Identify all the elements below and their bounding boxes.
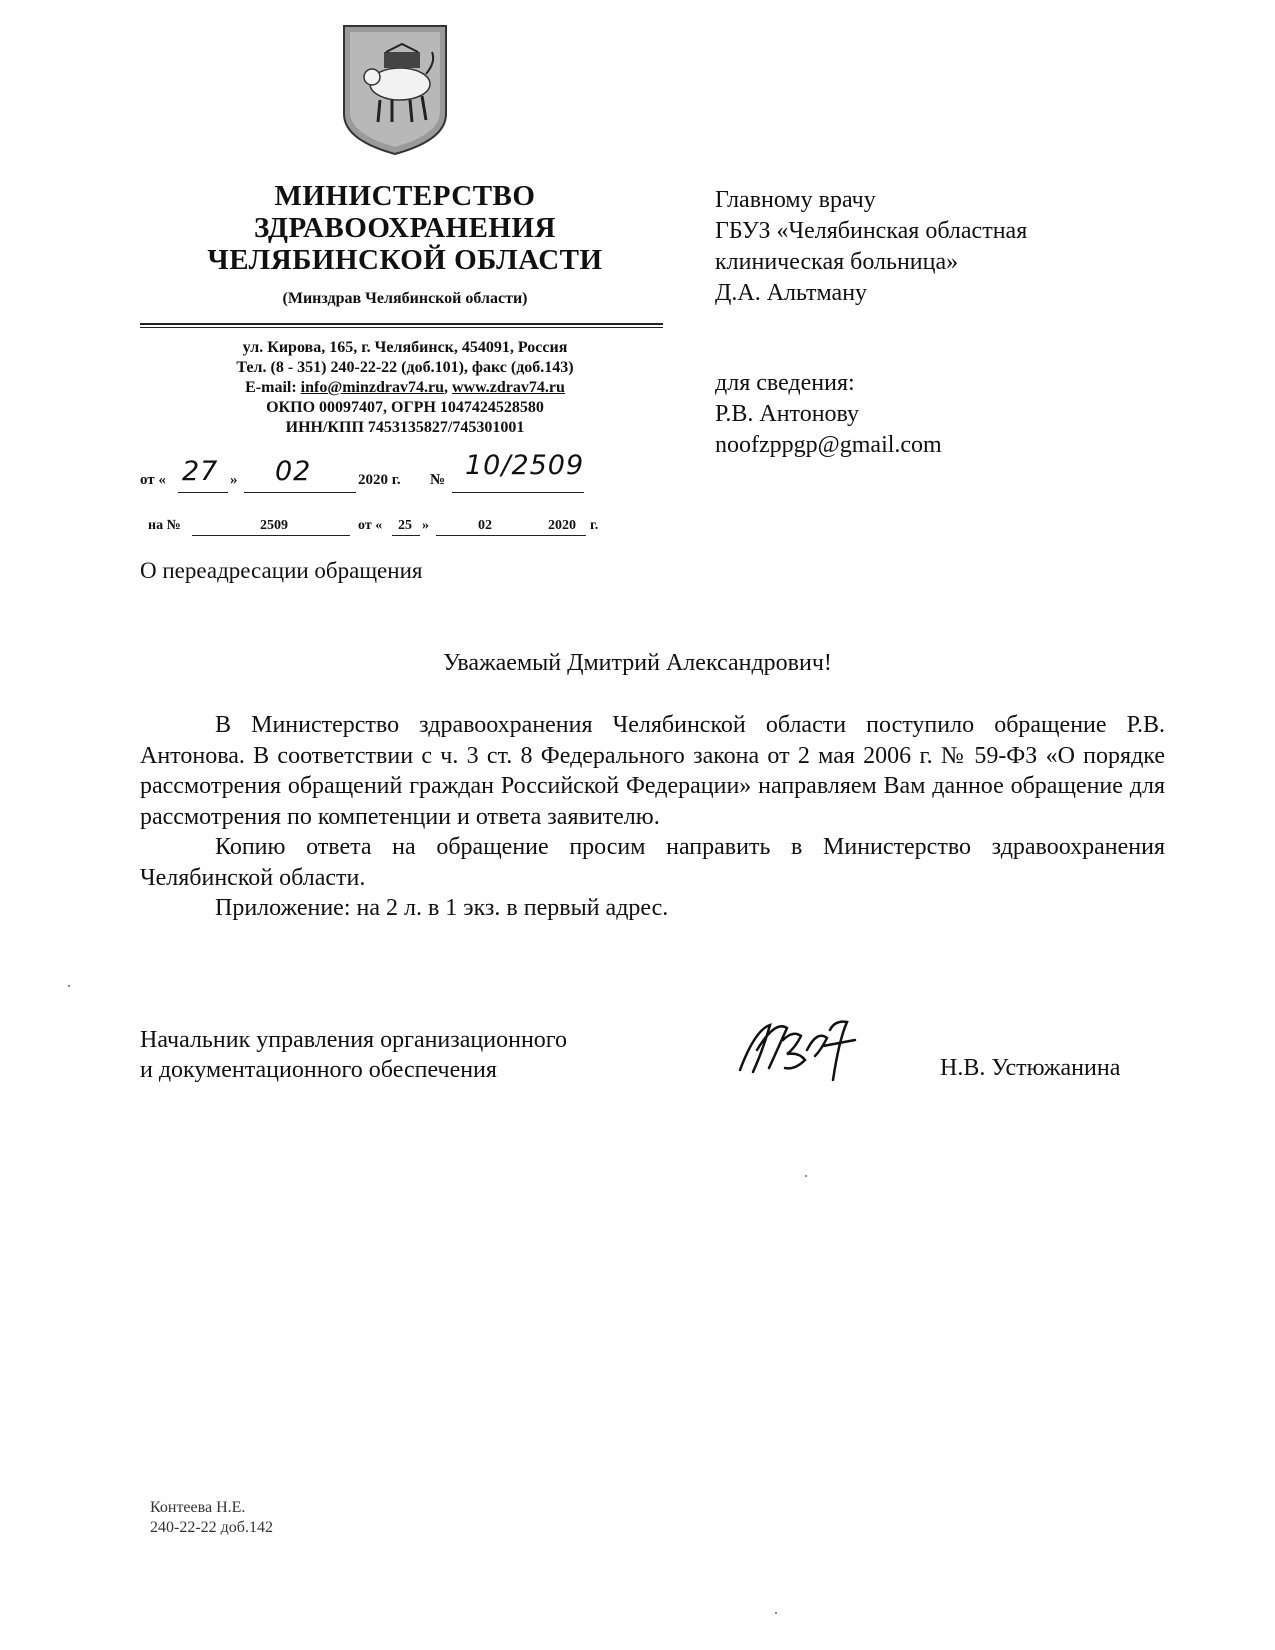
ref-year-suffix: г. [590, 518, 599, 533]
letter-subject: О переадресации обращения [140, 558, 423, 583]
reg-month: 02 [275, 456, 312, 487]
cc-block [715, 368, 942, 461]
executor-block [150, 1498, 273, 1538]
contact-block [140, 338, 670, 438]
header-divider [140, 323, 663, 325]
ministry-line-1: МИНИСТЕРСТВО [274, 180, 536, 212]
phone-line: Тел. (8 - 351) 240-22-22 (доб.101), факс (доб.143) [236, 359, 574, 376]
addressee-line-3: клиническая больница» [715, 249, 959, 275]
ref-year: 2020 [548, 518, 576, 533]
coat-of-arms [340, 22, 450, 157]
scan-speck [775, 1612, 777, 1614]
ministry-name [140, 180, 670, 276]
body-paragraph-1: В Министерство здравоохранения Челябинской области поступило обращение Р.В. Антонова. В соответствии с ч. 3 ст. 8 Федерального закона от 2 мая 2006 г. № 59-ФЗ «О порядке рассмотрения обращений граждан Российской Федерации» направляем Вам данное обращение для рассмотрения по компетенции и ответа заявителю. [140, 712, 1165, 830]
website-link[interactable]: www.zdrav74.ru [451, 379, 565, 396]
signatory-title-line-1: Начальник управления организационного [140, 1027, 568, 1053]
cc-recipient: Р.В. Антонову [715, 401, 860, 427]
signatory-name: Н.В. Устюжанина [940, 1055, 1121, 1081]
addressee-line-4: Д.А. Альтману [715, 280, 868, 306]
address-line: ул. Кирова, 165, г. Челябинск, 454091, Россия [242, 339, 568, 356]
signatory-title [140, 1025, 567, 1085]
ministry-line-3: ЧЕЛЯБИНСКОЙ ОБЛАСТИ [207, 244, 603, 276]
addressee-block [715, 185, 1027, 309]
greeting: Уважаемый Дмитрий Александрович! [443, 650, 832, 676]
reg-day: 27 [182, 456, 219, 487]
ref-day: 25 [398, 518, 412, 533]
ministry-line-2: ЗДРАВООХРАНЕНИЯ [254, 212, 556, 244]
inn-kpp-line: ИНН/КПП 7453135827/745301001 [285, 419, 525, 436]
email-line: E-mail: info@minzdrav74.ru, www.zdrav74.ru [245, 379, 565, 396]
executor-phone: 240-22-22 доб.142 [150, 1519, 273, 1536]
body-paragraph-3: Приложение: на 2 л. в 1 экз. в первый адрес. [215, 895, 669, 921]
signatory-title-line-2: и документационного обеспечения [140, 1057, 497, 1083]
reg-day-close: » [230, 472, 238, 488]
reg-number: 10/2509 [465, 450, 585, 481]
executor-name: Контеева Н.Е. [150, 1499, 246, 1516]
email-label: E-mail: [245, 379, 297, 396]
ref-day-close: » [422, 518, 429, 533]
header-divider-thin [140, 327, 663, 328]
ministry-short-name: (Минздрав Челябинской области) [282, 290, 528, 307]
handwritten-signature [735, 1010, 885, 1090]
ref-number: 2509 [260, 518, 288, 533]
ref-month: 02 [478, 518, 492, 533]
okpo-ogrn-line: ОКПО 00097407, ОГРН 1047424528580 [266, 399, 544, 416]
email-link[interactable]: info@minzdrav74.ru [300, 379, 444, 396]
reference-line [140, 516, 670, 540]
addressee-line-1: Главному врачу [715, 187, 876, 213]
scan-speck [805, 1175, 807, 1177]
reg-number-label: № [430, 472, 446, 488]
cc-label: для сведения: [715, 370, 855, 396]
ref-from-label: от « [358, 518, 383, 533]
reg-from-label: от « [140, 472, 166, 488]
ref-on-number-label: на № [148, 518, 181, 533]
addressee-line-2: ГБУЗ «Челябинская областная [715, 218, 1028, 244]
scan-speck [68, 985, 70, 987]
cc-email[interactable]: noofzppgp@gmail.com [715, 432, 942, 458]
reg-year: 2020 г. [358, 472, 401, 488]
registration-line [140, 450, 670, 494]
letter-body [140, 710, 1165, 924]
body-paragraph-2: Копию ответа на обращение просим направить в Министерство здравоохранения Челябинской области. [140, 834, 1165, 891]
